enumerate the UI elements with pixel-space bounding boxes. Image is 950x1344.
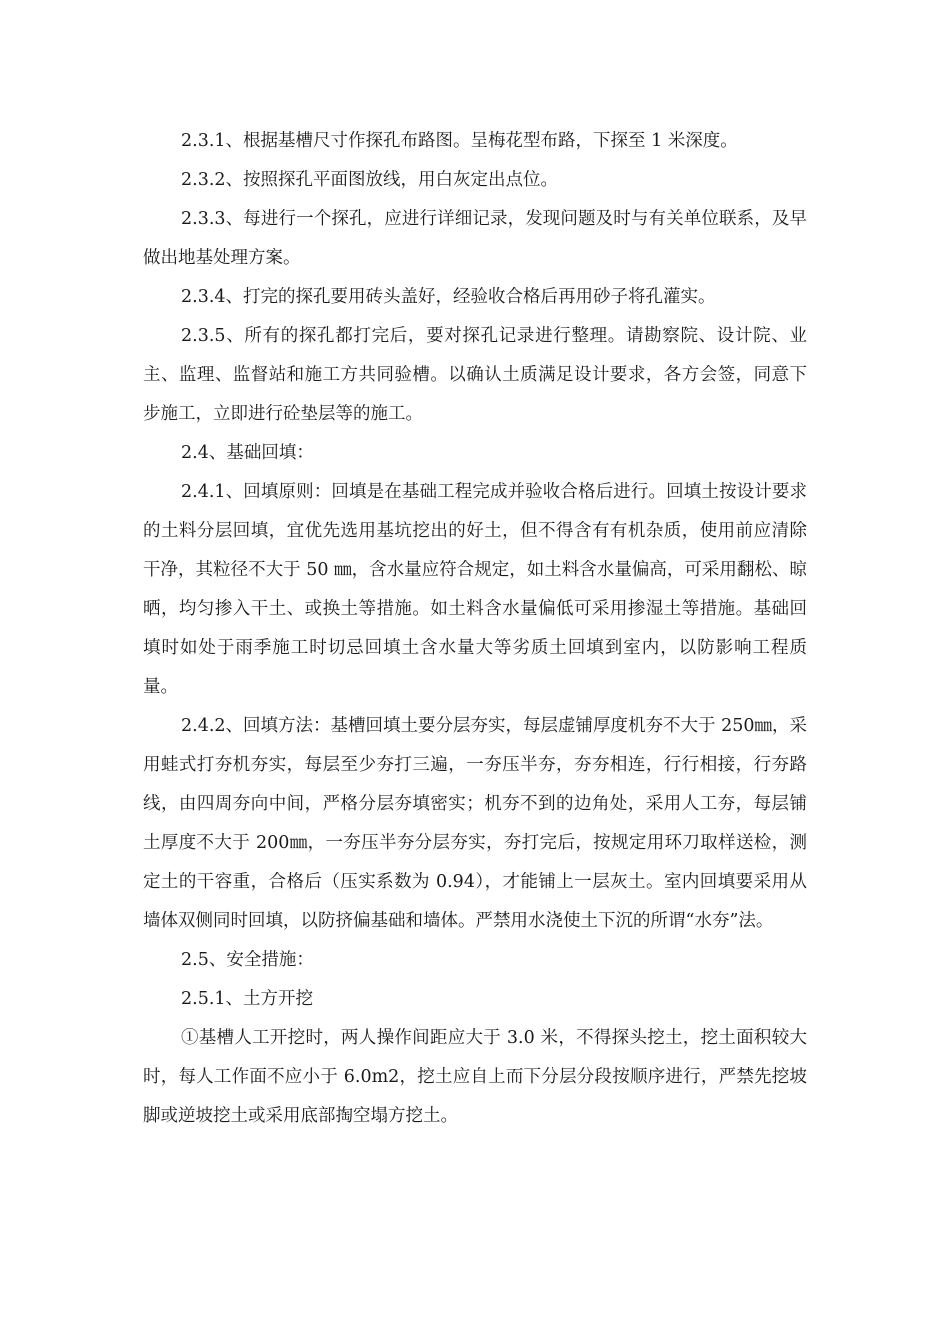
paragraph-2-3-5: 2.3.5、所有的探孔都打完后，要对探孔记录进行整理。请勘察院、设计院、业主、监理、监督站和施工方共同验槽。以确认土质满足设计要求，各方会签，同意下步施工，立即进行砼垫层等的施工。 <box>143 326 807 424</box>
paragraph-2-3-4: 2.3.4、打完的探孔要用砖头盖好，经验收合格后再用砂子将孔灌实。 <box>181 287 716 307</box>
document-body <box>143 122 807 1136</box>
heading-2-4: 2.4、基础回填： <box>181 443 314 463</box>
paragraph-2-4-1: 2.4.1、回填原则：回填是在基础工程完成并验收合格后进行。回填土按设计要求的土料分层回填，宜优先选用基坑挖出的好土，但不得含有有机杂质，使用前应清除干净，其粒径不大于 50 ㎜，含水量应符合规定，如土料含水量偏高，可采用翻松、晾晒，均匀掺入干土、或换土等措施。如土料含水量偏低可采用掺湿土等措施。基础回填时如处于雨季施工时切忌回填土含水量大等劣质土回填到室内，以防影响工程质量。 <box>143 482 807 697</box>
heading-2-5: 2.5、安全措施： <box>181 950 314 970</box>
paragraph-item-1: ①基槽人工开挖时，两人操作间距应大于 3.0 米，不得探头挖土，挖土面积较大时，每人工作面不应小于 6.0m2，挖土应自上而下分层分段按顺序进行，严禁先挖坡脚或逆坡挖土或采用底部掏空塌方挖土。 <box>143 1028 807 1126</box>
paragraph-2-3-2: 2.3.2、按照探孔平面图放线，用白灰定出点位。 <box>181 170 559 190</box>
paragraph-2-3-1: 2.3.1、根据基槽尺寸作探孔布路图。呈梅花型布路，下探至 1 米深度。 <box>181 131 738 151</box>
paragraph-2-4-2: 2.4.2、回填方法：基槽回填土要分层夯实，每层虚铺厚度机夯不大于 250㎜，采用蛙式打夯机夯实，每层至少夯打三遍，一夯压半夯，夯夯相连，行行相接，行夯路线，由四周夯向中间，严格分层夯填密实；机夯不到的边角处，采用人工夯，每层铺土厚度不大于 200㎜，一夯压半夯分层夯实，夯打完后，按规定用环刀取样送检，测定土的干容重，合格后（压实系数为 0.94），才能铺上一层灰土。室内回填要采用从墙体双侧同时回填，以防挤偏基础和墙体。严禁用水浇使土下沉的所谓“水夯”法。 <box>143 716 807 931</box>
heading-2-5-1: 2.5.1、土方开挖 <box>181 989 314 1009</box>
paragraph-2-3-3: 2.3.3、每进行一个探孔，应进行详细记录，发现问题及时与有关单位联系，及早做出地基处理方案。 <box>143 209 807 268</box>
